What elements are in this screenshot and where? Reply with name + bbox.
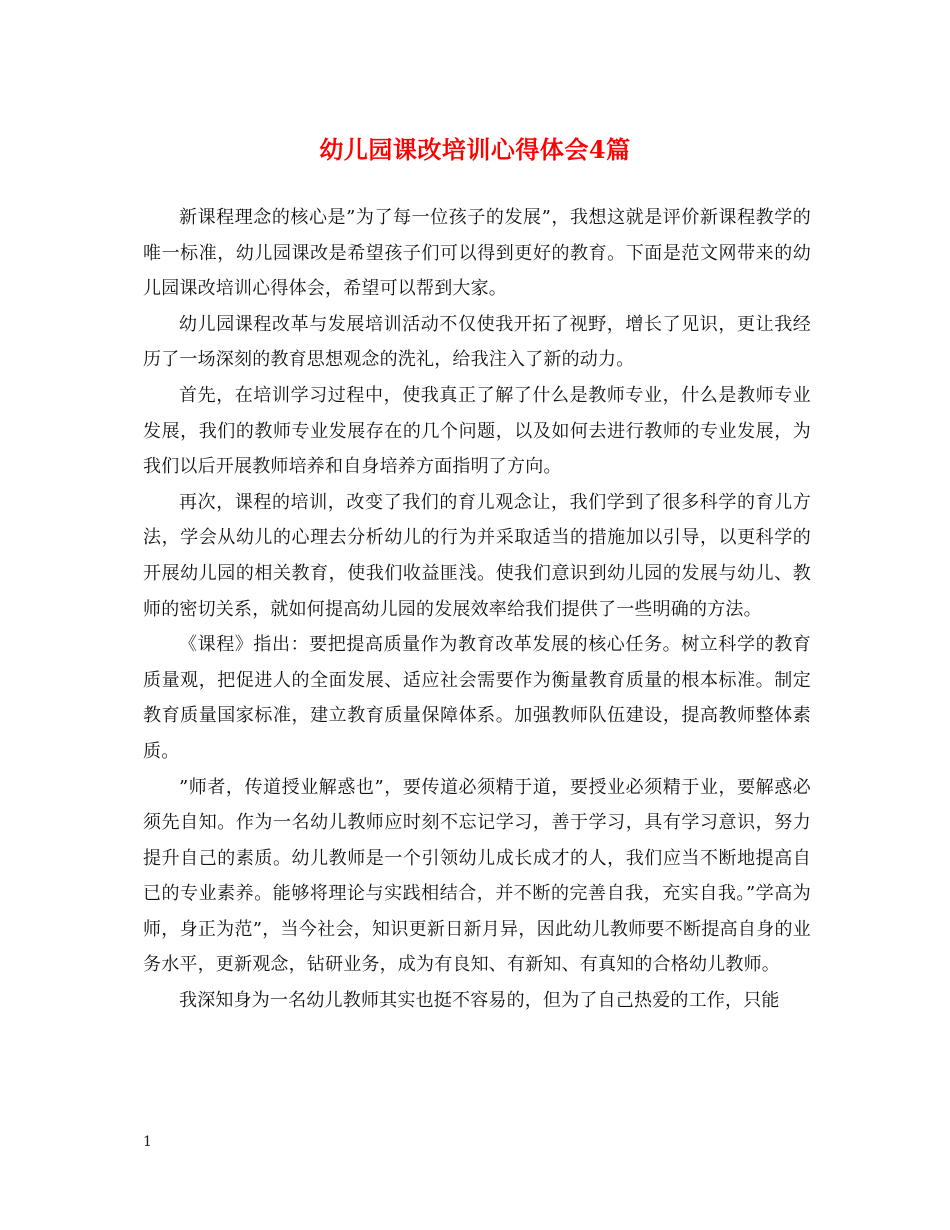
document-body	[143, 200, 811, 1019]
page-number: 1	[143, 1134, 152, 1150]
paragraph-3: 首先，在培训学习过程中，使我真正了解了什么是教师专业，什么是教师专业发展，我们的教师专业发展存在的几个问题，以及如何去进行教师的专业发展，为我们以后开展教师培养和自身培养方面指明了方向。	[143, 384, 811, 478]
paragraph-2: 幼儿园课程改革与发展培训活动不仅使我开拓了视野，增长了见识，更让我经历了一场深刻的教育思想观念的洗礼，给我注入了新的动力。	[143, 313, 811, 371]
paragraph-5: 《课程》指出：要把提高质量作为教育改革发展的核心任务。树立科学的教育质量观，把促进人的全面发展、适应社会需要作为衡量教育质量的根本标准。制定教育质量国家标准，建立教育质量保障体系。加强教师队伍建设，提高教师整体素质。	[143, 634, 811, 762]
paragraph-1: 新课程理念的核心是”为了每一位孩子的发展”，我想这就是评价新课程教学的唯一标准，幼儿园课改是希望孩子们可以得到更好的教育。下面是范文网带来的幼儿园课改培训心得体会，希望可以帮到大家。	[143, 207, 811, 300]
paragraph-6: ”师者，传道授业解惑也”，要传道必须精于道，要授业必须精于业，要解惑必须先自知。作为一名幼儿教师应时刻不忘记学习，善于学习，具有学习意识，努力提升自己的素质。幼儿教师是一个引领幼儿成长成才的人，我们应当不断地提高自已的专业素养。能够将理论与实践相结合，并不断的完善自我，充实自我。”学高为师，身正为范”，当今社会，知识更新日新月异，因此幼儿教师要不断提高自身的业务水平，更新观念，钻研业务，成为有良知、有新知、有真知的合格幼儿教师。	[143, 776, 811, 976]
document-title: 幼儿园课改培训心得体会4篇	[319, 135, 631, 164]
paragraph-4: 再次，课程的培训，改变了我们的育儿观念让，我们学到了很多科学的育儿方法，学会从幼儿的心理去分析幼儿的行为并采取适当的措施加以引导，以更科学的开展幼儿园的相关教育，使我们收益匪浅。使我们意识到幼儿园的发展与幼儿、教师的密切关系，就如何提高幼儿园的发展效率给我们提供了一些明确的方法。	[143, 491, 811, 620]
paragraph-7: 我深知身为一名幼儿教师其实也挺不容易的，但为了自己热爱的工作，只能	[179, 990, 780, 1012]
